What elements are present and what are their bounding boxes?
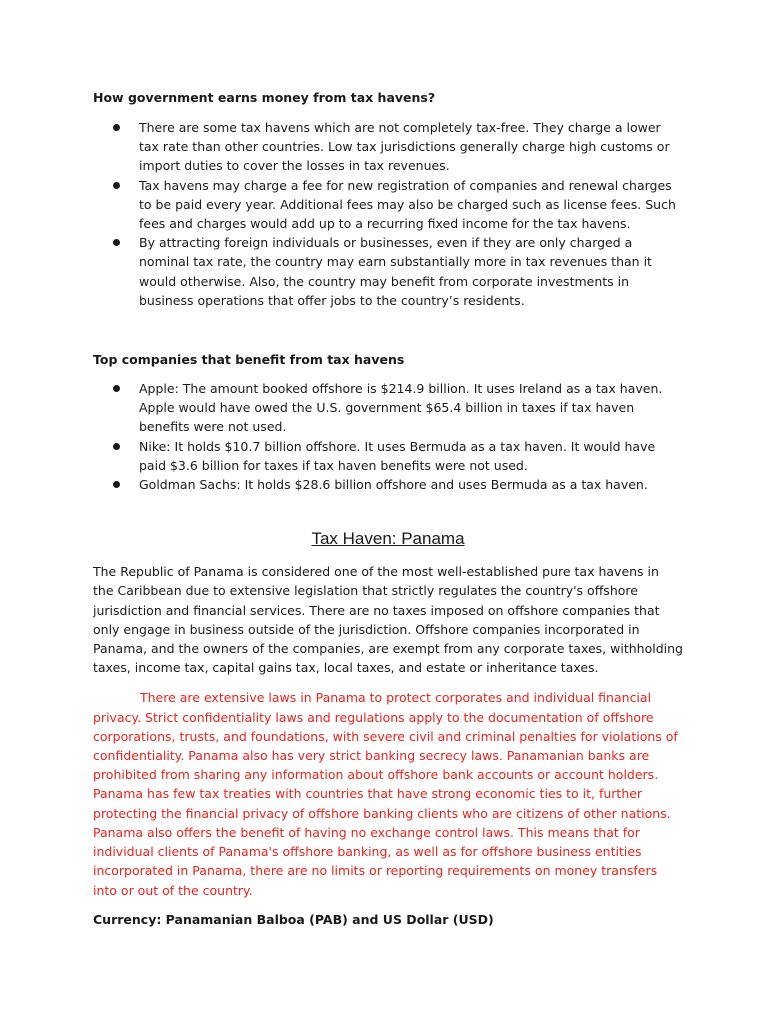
bullet-text: The amount booked offshore is $214.9 billion. It uses Ireland as a tax haven. Apple would have owed the U.S. government $65.4 billion in taxes if tax haven benefits were not used. (139, 381, 663, 435)
list-item (93, 176, 683, 234)
bullet-icon (113, 481, 120, 488)
list-item (93, 475, 683, 494)
bullet-text: By attracting foreign individuals or businesses, even if they are only charged a nominal tax rate, the country may earn substantially more in tax revenues than it would otherwise. Also, the country may benefit from corporate investments in business operations that offer jobs to the country’s residents. (139, 235, 652, 308)
bullet-text: There are some tax havens which are not completely tax-free. They charge a lower tax rate than other countries. Low tax jurisdictions generally charge high customs or import duties to cover the losses in tax revenues. (139, 120, 670, 174)
companies-bullet-list (93, 379, 683, 494)
bullet-icon (113, 443, 120, 450)
panama-title: Tax Haven: Panama (311, 529, 465, 549)
bullet-text: Tax havens may charge a fee for new registration of companies and renewal charges to be paid every year. Additional fees may also be charged such as license fees. Such fees and charges would add up to a recurring fixed income for the tax havens. (139, 177, 676, 232)
list-item (93, 379, 683, 437)
revenue-bullet-list (93, 118, 683, 310)
section-heading-revenue: How government earns money from tax havens? (93, 90, 436, 105)
company-name: Apple: (139, 381, 179, 397)
bullet-icon (113, 124, 120, 131)
list-item (93, 118, 683, 176)
bullet-text: It holds $28.6 billion offshore and uses Bermuda as a tax haven. (240, 477, 648, 493)
panama-paragraph-2: There are extensive laws in Panama to protect corporates and individual financial privacy. Strict confidentiality laws and regulations apply to the documentation of offshore corporations, trusts, and foundations, with severe civil and criminal penalties for violations of confidentiality. Panama also has very strict banking secrecy laws. Panamanian banks are prohibited from sharing any information about offshore bank accounts or account holders. Panama has few tax treaties with countries that have strong economic ties to it, further protecting the financial privacy of offshore banking clients who are citizens of other nations. Panama also offers the benefit of having no exchange control laws. This means that for individual clients of Panama's offshore banking, as well as for offshore business entities incorporated in Panama, there are no limits or reporting requirements on money transfers into or out of the country. (93, 690, 678, 898)
section-heading-companies: Top companies that benefit from tax havens (93, 352, 405, 368)
list-item (93, 233, 683, 310)
document-page (93, 88, 683, 929)
company-name: Nike: (139, 438, 171, 454)
currency-line: Currency: Panamanian Balboa (PAB) and US Dollar (USD) (93, 911, 494, 927)
bullet-icon (113, 182, 120, 189)
list-item (93, 437, 683, 475)
company-name: Goldman Sachs: (139, 477, 241, 493)
bullet-text: It holds $10.7 billion offshore. It uses Bermuda as a tax haven. It would have paid $3.6 billion for taxes if tax haven benefits were not used. (139, 438, 656, 473)
panama-paragraph-1: The Republic of Panama is considered one of the most well-established pure tax havens in the Caribbean due to extensive legislation that strictly regulates the country's offshore jurisdiction and financial services. There are no taxes imposed on offshore companies that only engage in business outside of the jurisdiction. Offshore companies incorporated in Panama, and the owners of the companies, are exempt from any corporate taxes, withholding taxes, income tax, capital gains tax, local taxes, and estate or inheritance taxes. (93, 564, 683, 676)
bullet-icon (113, 239, 120, 246)
bullet-icon (113, 385, 120, 392)
